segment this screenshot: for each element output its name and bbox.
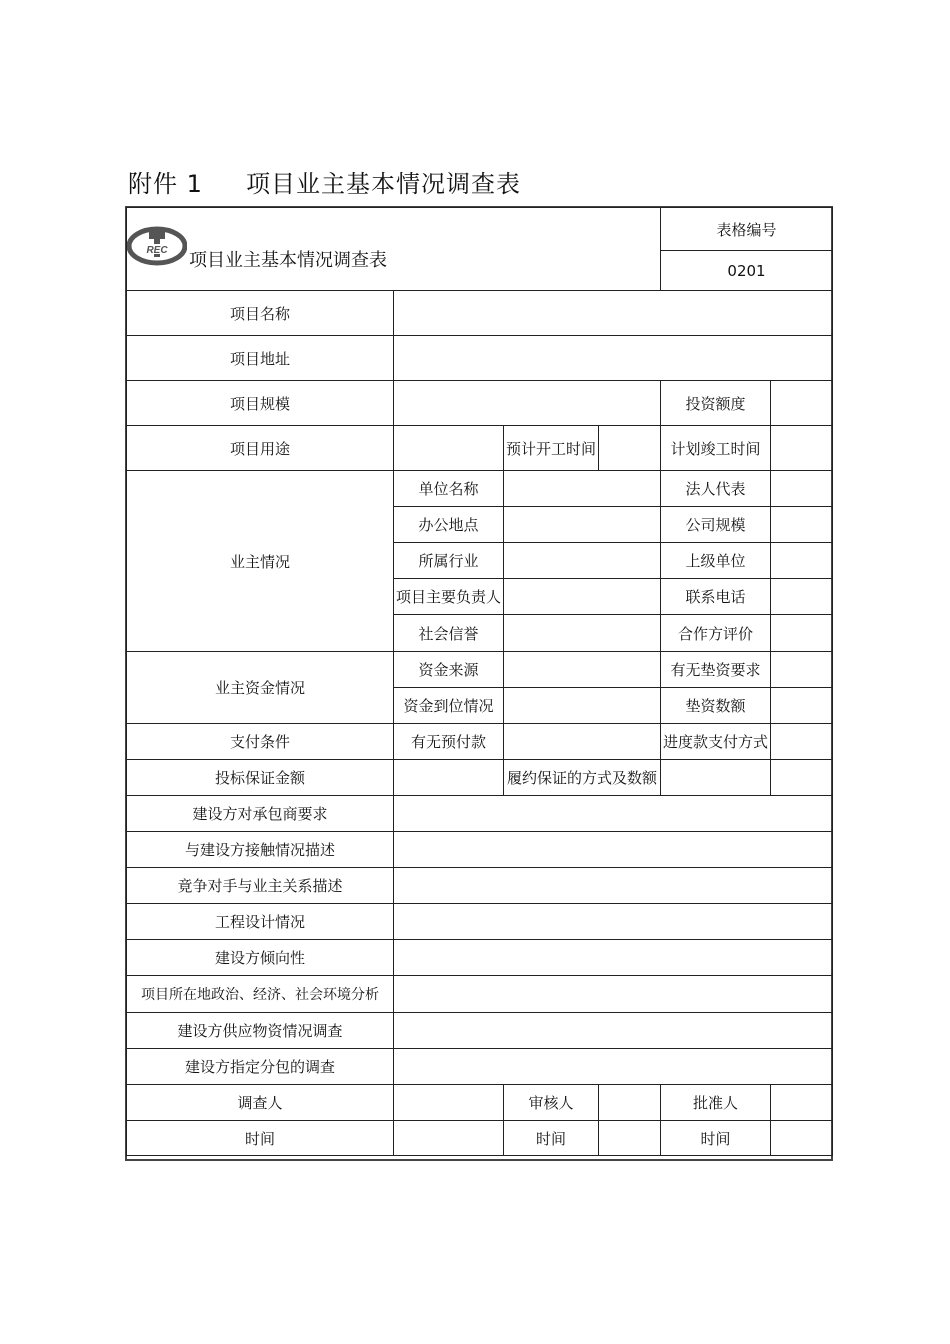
legal-rep-field[interactable] [771,471,833,507]
form-header-title-cell [127,208,661,291]
document-heading [128,166,521,202]
subcontract-survey-field[interactable] [394,1049,833,1085]
investigator-time-field[interactable] [394,1121,504,1156]
project-address-field[interactable] [394,336,833,381]
advance-amount-field[interactable] [771,688,833,724]
owner-funds-label: 业主资金情况 [127,652,394,724]
attachment-label: 附件 1 [128,170,203,198]
project-name-label: 项目名称 [127,291,394,336]
logo-text: REC [146,245,168,256]
planned-start-field[interactable] [599,426,661,471]
project-scale-label: 项目规模 [127,381,394,426]
subcontract-survey-label: 建设方指定分包的调查 [127,1049,394,1085]
office-location-field[interactable] [504,507,661,543]
investment-amount-field[interactable] [771,381,833,426]
company-scale-label: 公司规模 [661,507,771,543]
contractor-requirements-field[interactable] [394,796,833,832]
contact-description-field[interactable] [394,832,833,868]
planned-completion-field[interactable] [771,426,833,471]
superior-unit-field[interactable] [771,543,833,579]
performance-bond-field[interactable] [661,760,771,796]
competitor-relation-label: 竟争对手与业主关系描述 [127,868,394,904]
reviewer-label: 审核人 [504,1085,599,1121]
legal-rep-label: 法人代表 [661,471,771,507]
fund-source-field[interactable] [504,652,661,688]
company-name-label: 单位名称 [394,471,504,507]
owner-tendency-field[interactable] [394,940,833,976]
reviewer-field[interactable] [599,1085,661,1121]
reviewer-time-label: 时间 [504,1121,599,1156]
superior-unit-label: 上级单位 [661,543,771,579]
progress-payment-label: 进度款支付方式 [661,724,771,760]
investigator-label: 调查人 [127,1085,394,1121]
project-use-field[interactable] [394,426,504,471]
bid-bond-field[interactable] [394,760,504,796]
approver-field[interactable] [771,1085,833,1121]
form-code-value: 0201 [661,251,833,291]
social-credit-field[interactable] [504,615,661,652]
owner-tendency-label: 建设方倾向性 [127,940,394,976]
contractor-requirements-label: 建设方对承包商要求 [127,796,394,832]
environment-analysis-field[interactable] [394,976,833,1013]
project-use-label: 项目用途 [127,426,394,471]
prepayment-label: 有无预付款 [394,724,504,760]
company-name-field[interactable] [504,471,661,507]
survey-form-table [126,207,833,1156]
approver-time-label: 时间 [661,1121,771,1156]
company-scale-field[interactable] [771,507,833,543]
project-address-label: 项目地址 [127,336,394,381]
owner-situation-label: 业主情况 [127,471,394,652]
performance-bond-label: 履约保证的方式及数额 [504,760,661,796]
bid-bond-label: 投标保证金额 [127,760,394,796]
design-situation-label: 工程设计情况 [127,904,394,940]
design-situation-field[interactable] [394,904,833,940]
social-credit-label: 社会信誉 [394,615,504,652]
material-supply-label: 建设方供应物资情况调查 [127,1013,394,1049]
company-logo-icon [127,226,187,266]
contact-phone-label: 联系电话 [661,579,771,615]
form-header-title: 项目业主基本情况调查表 [189,250,387,271]
environment-analysis-label: 项目所在地政治、经济、社会环境分析 [127,976,394,1013]
fund-arrival-field[interactable] [504,688,661,724]
reviewer-time-field[interactable] [599,1121,661,1156]
industry-label: 所属行业 [394,543,504,579]
fund-arrival-label: 资金到位情况 [394,688,504,724]
project-name-field[interactable] [394,291,833,336]
partner-evaluation-label: 合作方评价 [661,615,771,652]
form-code-label: 表格编号 [661,208,833,251]
payment-terms-label: 支付条件 [127,724,394,760]
prepayment-field[interactable] [504,724,661,760]
industry-field[interactable] [504,543,661,579]
material-supply-field[interactable] [394,1013,833,1049]
project-scale-field[interactable] [394,381,661,426]
approver-label: 批准人 [661,1085,771,1121]
advance-requirement-field[interactable] [771,652,833,688]
project-leader-label: 项目主要负责人 [394,579,504,615]
office-location-label: 办公地点 [394,507,504,543]
fund-source-label: 资金来源 [394,652,504,688]
investigator-field[interactable] [394,1085,504,1121]
investigator-time-label: 时间 [127,1121,394,1156]
approver-time-field[interactable] [771,1121,833,1156]
project-leader-field[interactable] [504,579,661,615]
performance-bond-extra-field[interactable] [771,760,833,796]
contact-description-label: 与建设方接触情况描述 [127,832,394,868]
competitor-relation-field[interactable] [394,868,833,904]
advance-requirement-label: 有无垫资要求 [661,652,771,688]
document-title: 项目业主基本情况调查表 [246,170,522,198]
investment-amount-label: 投资额度 [661,381,771,426]
planned-completion-label: 计划竣工时间 [661,426,771,471]
partner-evaluation-field[interactable] [771,615,833,652]
advance-amount-label: 垫资数额 [661,688,771,724]
contact-phone-field[interactable] [771,579,833,615]
progress-payment-field[interactable] [771,724,833,760]
planned-start-label: 预计开工时间 [504,426,599,471]
